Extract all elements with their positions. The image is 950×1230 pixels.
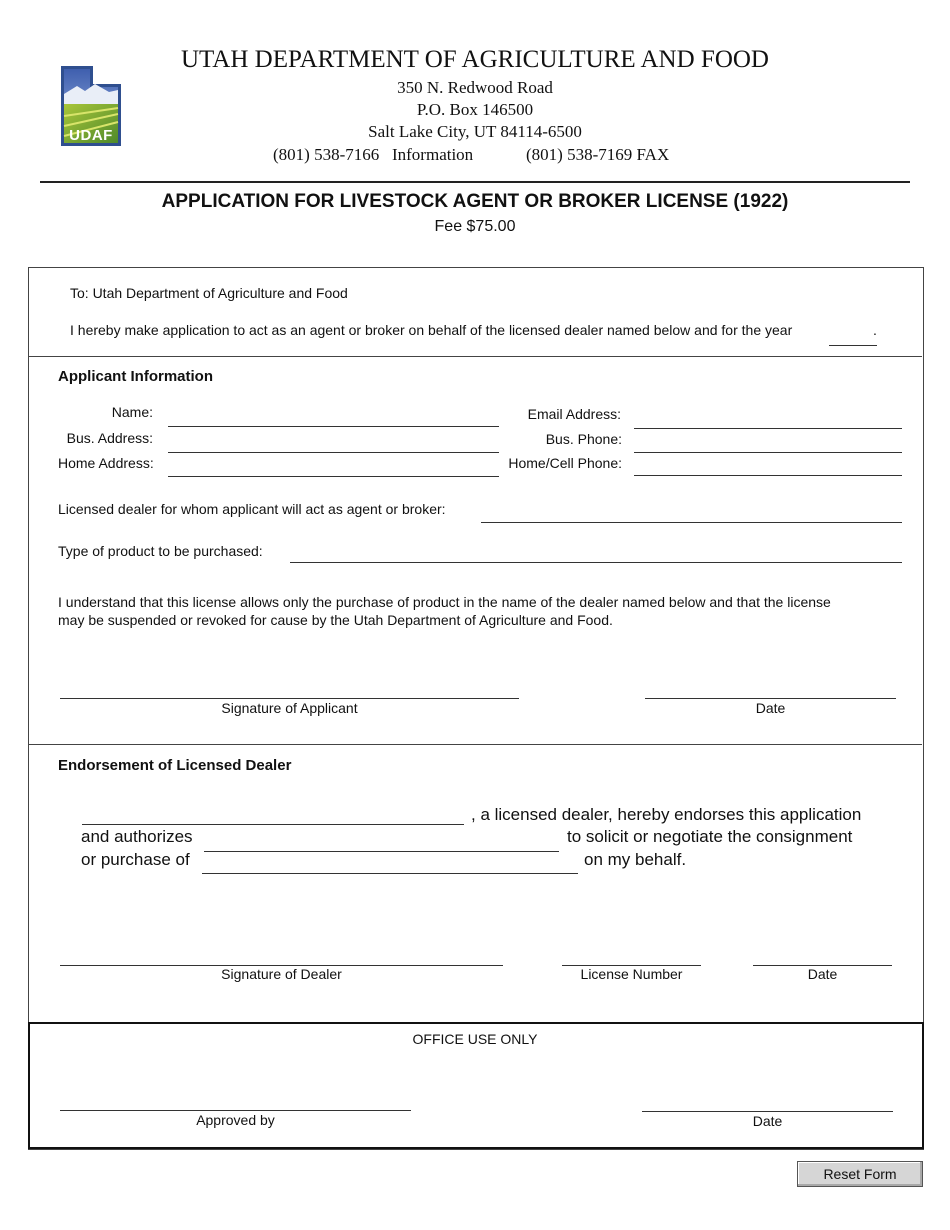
application-statement: I hereby make application to act as an agent or broker on behalf of the licensed dealer named below and for the year: [70, 322, 793, 338]
section-divider-2: [28, 744, 922, 745]
dealer-label: Licensed dealer for whom applicant will act as agent or broker:: [58, 501, 446, 517]
address-line-2: P.O. Box 146500: [416, 100, 534, 119]
bus-phone-input[interactable]: [634, 432, 902, 453]
office-date-label: Date: [752, 1113, 783, 1129]
authorized-agent-input[interactable]: [204, 831, 559, 852]
header-divider: [40, 181, 910, 183]
purchase-product-input[interactable]: [202, 853, 578, 874]
logo-text: UDAF: [69, 127, 113, 144]
dealer-name-input[interactable]: [82, 804, 464, 825]
office-date-line[interactable]: [642, 1111, 893, 1112]
applicant-date-line[interactable]: [645, 698, 896, 699]
email-input[interactable]: [634, 408, 902, 429]
or-purchase-text: or purchase of: [81, 850, 190, 869]
name-input[interactable]: [168, 406, 499, 427]
approved-by-line[interactable]: [60, 1110, 411, 1111]
product-label: Type of product to be purchased:: [58, 543, 263, 559]
bus-address-label: Bus. Address:: [66, 430, 153, 446]
bus-address-input[interactable]: [168, 432, 499, 453]
udaf-logo: [57, 64, 125, 148]
bus-phone-label: Bus. Phone:: [545, 431, 622, 447]
office-use-heading: OFFICE USE ONLY: [412, 1031, 538, 1047]
on-behalf-text: on my behalf.: [584, 850, 687, 869]
license-number-label: License Number: [580, 966, 683, 982]
applicant-signature-label: Signature of Applicant: [221, 700, 358, 716]
and-authorizes-text: and authorizes: [81, 827, 193, 846]
applicant-date-label: Date: [755, 700, 786, 716]
home-address-label: Home Address:: [58, 455, 154, 471]
home-cell-input[interactable]: [634, 455, 902, 476]
reset-form-button[interactable]: Reset Form: [797, 1161, 923, 1187]
address-line-3: Salt Lake City, UT 84114-6500: [368, 122, 582, 141]
applicant-signature-line[interactable]: [60, 698, 519, 699]
year-input[interactable]: [829, 325, 877, 346]
product-input[interactable]: [290, 542, 902, 563]
section-divider-1: [28, 356, 922, 357]
to-line: To: Utah Department of Agriculture and Food: [70, 285, 348, 301]
approved-by-label: Approved by: [196, 1112, 275, 1128]
understand-text-2: may be suspended or revoked for cause by the Utah Department of Agriculture and Food.: [58, 612, 613, 628]
phone-info: (801) 538-7166 Information: [273, 145, 474, 164]
fee: Fee $75.00: [434, 218, 516, 235]
dealer-signature-label: Signature of Dealer: [221, 966, 342, 982]
form-title: APPLICATION FOR LIVESTOCK AGENT OR BROKER LICENSE (1922): [161, 191, 789, 212]
org-name: UTAH DEPARTMENT OF AGRICULTURE AND FOOD: [180, 46, 769, 73]
address-line-1: 350 N. Redwood Road: [397, 78, 553, 97]
home-cell-label: Home/Cell Phone:: [508, 455, 622, 471]
solicit-text: to solicit or negotiate the consignment: [567, 827, 853, 846]
home-address-input[interactable]: [168, 456, 499, 477]
endorse-text-1: , a licensed dealer, hereby endorses this application: [471, 805, 862, 824]
email-label: Email Address:: [527, 406, 621, 422]
dealer-input[interactable]: [481, 502, 902, 523]
dealer-date-label: Date: [807, 966, 838, 982]
fax-info: (801) 538-7169 FAX: [526, 145, 670, 164]
applicant-heading: Applicant Information: [58, 368, 213, 385]
understand-text-1: I understand that this license allows only the purchase of product in the name of the dealer named below and that the license: [58, 594, 831, 610]
endorsement-heading: Endorsement of Licensed Dealer: [58, 757, 292, 774]
statement-period: .: [873, 322, 877, 338]
name-label: Name:: [111, 404, 153, 420]
